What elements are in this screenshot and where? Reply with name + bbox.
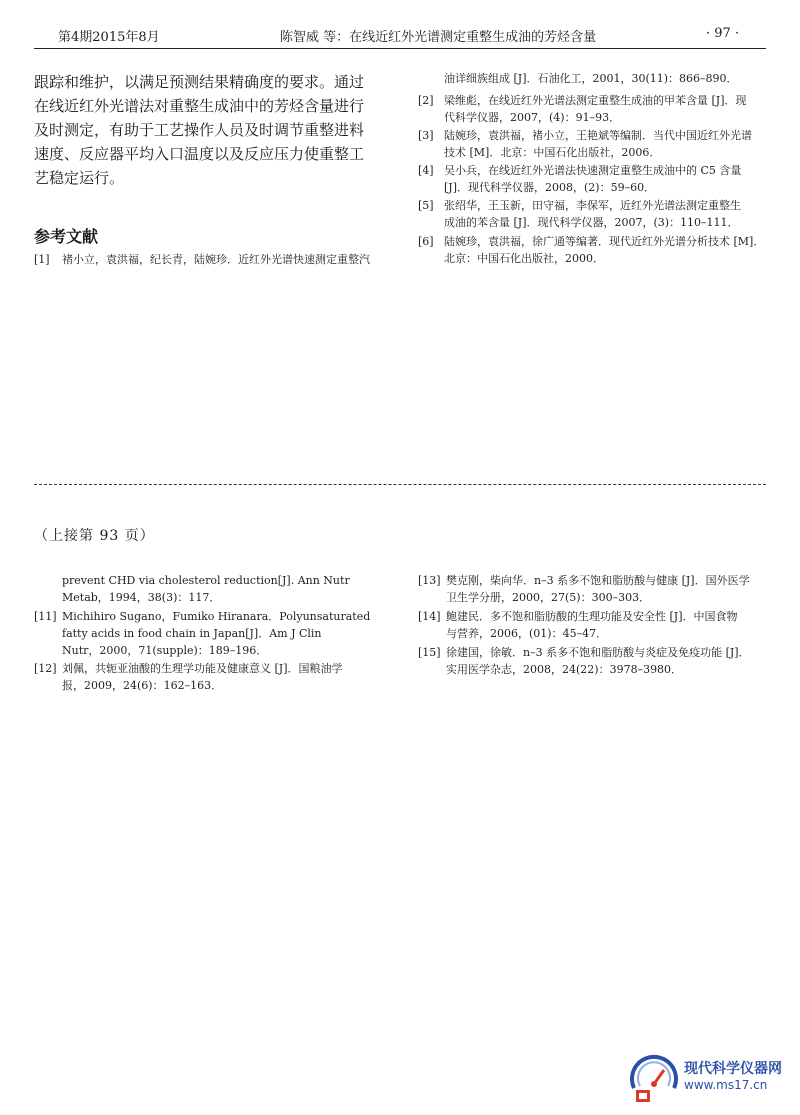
reference-text: 报，2009，24(6)：162–163． (62, 679, 223, 692)
reference-text: prevent CHD via cholesterol reduction[J]. Ann Nutr (62, 574, 350, 587)
body-line: 及时测定，有助于工艺操作人员及时调节重整进料 (34, 121, 365, 139)
page-number: · 97 · (706, 26, 740, 41)
reference-item (418, 162, 766, 196)
reference-item (418, 92, 766, 126)
reference-item (418, 572, 766, 606)
body-line: 艺稳定运行。 (34, 169, 125, 187)
reference-text: 梁维彪，在线近红外光谱法测定重整生成油的甲苯含量 [J]．现 (444, 94, 747, 107)
reference-text: 张绍华，王玉新，田守福，李保军，近红外光谱法测定重整生 (444, 199, 741, 212)
references-heading: 参考文献 (34, 227, 99, 246)
reference-text: 北京：中国石化出版社，2000． (444, 252, 604, 265)
reference-text: 陆婉珍，袁洪福，褚小立，王艳斌等编制．当代中国近红外光谱 (444, 129, 752, 142)
reference-item (418, 127, 766, 161)
reference-number: [14] (418, 610, 441, 623)
logo-site-name: 现代科学仪器网 (684, 1061, 782, 1077)
reference-text: 鲍建民．多不饱和脂肪酸的生理功能及安全性 [J]．中国食物 (446, 610, 738, 623)
reference-item (418, 70, 766, 87)
site-watermark-logo[interactable] (620, 1048, 790, 1108)
reference-item (418, 197, 766, 231)
gauge-logo-icon (626, 1048, 682, 1104)
logo-site-url[interactable]: www.ms17.cn (684, 1078, 768, 1092)
reference-text: 樊克刚，柴向华．n–3 系多不饱和脂肪酸与健康 [J]．国外医学 (446, 574, 750, 587)
reference-item (34, 608, 396, 659)
reference-text: 刘佩，共轭亚油酸的生理学功能及健康意义 [J]．国粮油学 (62, 662, 343, 675)
reference-number: [6] (418, 235, 434, 248)
article-running-title: 陈智威 等：在线近红外光谱测定重整生成油的芳烃含量 (280, 30, 597, 45)
issue-label: 第4期2015年8月 (58, 30, 160, 45)
reference-text: 卫生学分册，2000，27(5)：300–303． (446, 591, 651, 604)
reference-number: [12] (34, 662, 57, 675)
reference-number: [3] (418, 129, 434, 142)
reference-item (34, 660, 396, 694)
header-rule (34, 48, 766, 49)
reference-item (418, 644, 766, 678)
continued-from-note: （上接第 93 页） (34, 528, 155, 544)
reference-text: 成油的苯含量 [J]．现代科学仪器，2007，(3)：110–111． (444, 216, 739, 229)
reference-number: [13] (418, 574, 441, 587)
reference-text: Michihiro Sugano，Fumiko Hiranara．Polyunsaturated (62, 610, 371, 623)
reference-text: Nutr，2000，71(supple)：189–196． (62, 644, 268, 657)
reference-item (418, 233, 766, 267)
reference-item (418, 608, 766, 642)
body-line: 在线近红外光谱法对重整生成油中的芳烃含量进行 (34, 97, 365, 115)
running-header (0, 0, 800, 50)
section-divider (34, 484, 766, 485)
reference-number: [11] (34, 610, 57, 623)
reference-number: [1] (34, 253, 50, 266)
reference-text: Metab，1994，38(3)：117． (62, 591, 221, 604)
reference-number: [15] (418, 646, 441, 659)
reference-text: 代科学仪器，2007，(4)：91–93． (444, 111, 621, 124)
reference-text: 实用医学杂志，2008，24(22)：3978–3980． (446, 663, 683, 676)
reference-text: 徐建国，徐敏．n–3 系多不饱和脂肪酸与炎症及免疫功能 [J]． (446, 646, 750, 659)
body-line: 速度、反应器平均入口温度以及反应压力使重整工 (34, 145, 365, 163)
reference-number: [5] (418, 199, 434, 212)
body-paragraph (34, 70, 396, 190)
reference-number: [2] (418, 94, 434, 107)
reference-text: 技术 [M]．北京：中国石化出版社，2006． (444, 146, 661, 159)
reference-text: 油详细族组成 [J]．石油化工，2001，30(11)：866–890． (444, 72, 738, 85)
reference-text: fatty acids in food chain in Japan[J]．Am J Clin (62, 627, 322, 640)
reference-text: [J]．现代科学仪器，2008，(2)：59–60． (444, 181, 656, 194)
body-line: 跟踪和维护，以满足预测结果精确度的要求。通过 (34, 73, 365, 91)
reference-item (34, 251, 396, 268)
reference-number: [4] (418, 164, 434, 177)
reference-text: 与营养，2006，(01)：45–47． (446, 627, 608, 640)
reference-text: 褚小立，袁洪福，纪长青，陆婉珍．近红外光谱快速测定重整汽 (62, 253, 370, 266)
reference-item (34, 572, 396, 606)
reference-text: 吴小兵，在线近红外光谱法快速测定重整生成油中的 C5 含量 (444, 164, 742, 177)
reference-text: 陆婉珍，袁洪福，徐广通等编著．现代近红外光谱分析技术 [M]． (444, 235, 765, 248)
